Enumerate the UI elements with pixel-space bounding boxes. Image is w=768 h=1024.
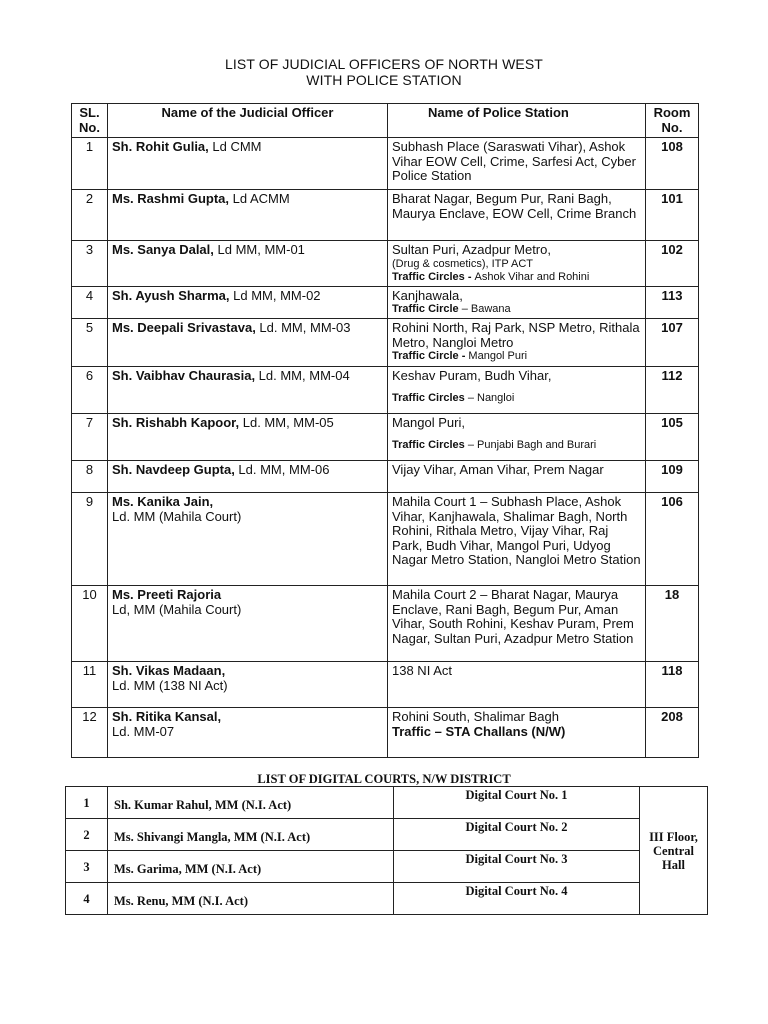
officer-name: Ms. Sanya Dalal, <box>112 242 214 257</box>
officer-cell <box>108 190 388 241</box>
officer-name: Sh. Vikas Madaan, <box>112 663 226 678</box>
officer-cell <box>108 586 388 662</box>
room-number: 106 <box>646 493 699 586</box>
room-number: 112 <box>646 367 699 414</box>
traffic-line <box>392 271 641 284</box>
table-row <box>72 461 699 493</box>
officer-designation: Ld MM, MM-02 <box>229 287 321 303</box>
officer-cell <box>108 662 388 708</box>
officer-name: Ms. Kanika Jain, <box>112 494 214 509</box>
table-row <box>72 586 699 662</box>
station-text: 138 NI Act <box>392 663 452 678</box>
page-title <box>0 56 768 88</box>
traffic-value: – Punjabi Bagh and Burari <box>464 438 597 451</box>
station-cell <box>388 461 646 493</box>
officer-designation: Ld. MM, MM-03 <box>255 320 351 335</box>
table-row <box>72 662 699 708</box>
officer-name: Sh. Vaibhav Chaurasia, <box>112 368 256 383</box>
digital-court-location: III Floor, Central Hall <box>640 787 708 915</box>
digital-courts-table <box>65 786 708 915</box>
officer-cell <box>108 493 388 586</box>
page-title-line-1: LIST OF JUDICIAL OFFICERS OF NORTH WEST <box>225 56 543 72</box>
traffic-line <box>392 303 641 316</box>
officer-name: Sh. Rishabh Kapoor, <box>112 415 240 430</box>
traffic-label: Traffic Circle - <box>392 350 469 362</box>
room-number: 113 <box>646 286 699 319</box>
officer-designation: Ld. MM (138 NI Act) <box>112 677 228 693</box>
digital-court-name: Digital Court No. 1 <box>394 787 640 819</box>
table-row <box>66 819 708 851</box>
digital-court-name: Digital Court No. 2 <box>394 819 640 851</box>
traffic-line <box>392 439 641 452</box>
row-sl: 11 <box>72 662 108 708</box>
station-cell <box>388 138 646 190</box>
traffic-sta-challans: Traffic – STA Challans (N/W) <box>392 723 566 739</box>
traffic-value: Ashok Vihar and Rohini <box>474 270 590 283</box>
digital-sl: 1 <box>66 787 108 819</box>
room-number: 102 <box>646 241 699 287</box>
officer-cell <box>108 367 388 414</box>
officer-name: Sh. Ayush Sharma, <box>112 287 230 303</box>
header-officer: Name of the Judicial Officer <box>108 104 388 138</box>
officer-designation: Ld ACMM <box>229 191 290 206</box>
station-cell <box>388 708 646 758</box>
officer-cell <box>108 461 388 493</box>
station-cell <box>388 190 646 241</box>
digital-officer-name: Ms. Garima, MM (N.I. Act) <box>108 851 394 883</box>
row-sl: 3 <box>72 241 108 287</box>
table-row <box>66 787 708 819</box>
officer-designation: Ld, MM (Mahila Court) <box>112 601 242 617</box>
table-row <box>72 319 699 367</box>
table-row <box>72 493 699 586</box>
room-number: 18 <box>646 586 699 662</box>
officer-cell <box>108 414 388 461</box>
traffic-label: Traffic Circles <box>392 391 465 404</box>
station-cell <box>388 319 646 367</box>
officer-designation: Ld. MM, MM-04 <box>255 368 350 383</box>
traffic-line <box>392 392 641 405</box>
station-text: Keshav Puram, Budh Vihar, <box>392 368 552 383</box>
room-number: 208 <box>646 708 699 758</box>
row-sl: 2 <box>72 190 108 241</box>
officer-name: Sh. Rohit Gulia, <box>112 139 209 154</box>
officer-cell <box>108 319 388 367</box>
room-number: 109 <box>646 461 699 493</box>
station-cell <box>388 286 646 319</box>
digital-court-name: Digital Court No. 3 <box>394 851 640 883</box>
station-text: Kanjhawala, <box>392 287 463 303</box>
officer-name: Ms. Deepali Srivastava, <box>112 320 256 335</box>
digital-officer-name: Sh. Kumar Rahul, MM (N.I. Act) <box>108 787 394 819</box>
digital-courts-title: LIST OF DIGITAL COURTS, N/W DISTRICT <box>257 772 511 786</box>
row-sl: 10 <box>72 586 108 662</box>
page-title-line-2: WITH POLICE STATION <box>306 72 462 88</box>
officer-name: Ms. Rashmi Gupta, <box>112 191 230 206</box>
officer-designation: Ld. MM-07 <box>112 723 175 739</box>
station-text: Bharat Nagar, Begum Pur, Rani Bagh, Maurya Enclave, EOW Cell, Crime Branch <box>392 191 637 221</box>
digital-officer-name: Ms. Shivangi Mangla, MM (N.I. Act) <box>108 819 394 851</box>
officer-name: Sh. Navdeep Gupta, <box>112 462 235 477</box>
table-row <box>72 286 699 319</box>
traffic-label: Traffic Circle <box>392 303 459 315</box>
room-number: 108 <box>646 138 699 190</box>
table-row <box>72 190 699 241</box>
traffic-value: Mangol Puri <box>468 350 528 362</box>
officer-designation: Ld. MM, MM-06 <box>234 462 330 477</box>
table-row <box>72 414 699 461</box>
station-text: Mahila Court 2 – Bharat Nagar, Maurya Enclave, Rani Bagh, Begum Pur, Aman Vihar, South Rohini, Keshav Puram, Prem Nagar, Sultan Puri, Azadpur Metro Station <box>392 587 634 646</box>
row-sl: 5 <box>72 319 108 367</box>
traffic-value: – Bawana <box>458 303 511 315</box>
officer-designation: Ld CMM <box>208 139 262 154</box>
header-station: Name of Police Station <box>388 104 646 138</box>
row-sl: 1 <box>72 138 108 190</box>
station-text: Subhash Place (Saraswati Vihar), Ashok Vihar EOW Cell, Crime, Sarfesi Act, Cyber Police Station <box>392 139 636 183</box>
station-cell <box>388 662 646 708</box>
room-number: 118 <box>646 662 699 708</box>
row-sl: 6 <box>72 367 108 414</box>
table-row <box>66 851 708 883</box>
judicial-officers-table <box>71 103 699 758</box>
station-text: Rohini South, Shalimar Bagh <box>392 709 559 724</box>
officer-designation: Ld. MM (Mahila Court) <box>112 508 242 524</box>
traffic-label: Traffic Circles <box>392 438 465 451</box>
station-cell <box>388 493 646 586</box>
station-text: Vijay Vihar, Aman Vihar, Prem Nagar <box>392 462 604 477</box>
officer-designation: Ld. MM, MM-05 <box>239 415 334 430</box>
table-header-row <box>72 104 699 138</box>
row-sl: 9 <box>72 493 108 586</box>
header-room: Room No. <box>646 104 699 138</box>
officer-cell <box>108 708 388 758</box>
officer-cell <box>108 241 388 287</box>
room-number: 101 <box>646 190 699 241</box>
station-cell <box>388 241 646 287</box>
row-sl: 8 <box>72 461 108 493</box>
traffic-value: – Nangloi <box>464 391 515 404</box>
digital-officer-name: Ms. Renu, MM (N.I. Act) <box>108 883 394 915</box>
officer-designation: Ld MM, MM-01 <box>213 242 305 257</box>
traffic-label: Traffic Circles - <box>392 270 475 283</box>
room-number: 105 <box>646 414 699 461</box>
digital-sl: 2 <box>66 819 108 851</box>
digital-court-name: Digital Court No. 4 <box>394 883 640 915</box>
table-row <box>72 138 699 190</box>
traffic-line <box>392 350 641 363</box>
table-row <box>72 367 699 414</box>
officer-name: Ms. Preeti Rajoria <box>112 587 222 602</box>
row-sl: 12 <box>72 708 108 758</box>
row-sl: 7 <box>72 414 108 461</box>
digital-sl: 4 <box>66 883 108 915</box>
station-note: (Drug & cosmetics), ITP ACT <box>392 257 533 270</box>
officer-cell <box>108 138 388 190</box>
station-text: Mahila Court 1 – Subhash Place, Ashok Vihar, Kanjhawala, Shalimar Bagh, North Rohini, Rithala Metro, Vijay Vihar, Raj Park, Budh Vihar, Mangol Puri, Udyog Nagar Metro Station, Nangloi Metro Station <box>392 494 641 567</box>
station-text: Rohini North, Raj Park, NSP Metro, Rithala Metro, Nangloi Metro <box>392 320 640 350</box>
table-row <box>66 883 708 915</box>
station-text: Mangol Puri, <box>392 415 465 430</box>
digital-sl: 3 <box>66 851 108 883</box>
room-number: 107 <box>646 319 699 367</box>
officer-name: Sh. Ritika Kansal, <box>112 709 222 724</box>
row-sl: 4 <box>72 286 108 319</box>
station-cell <box>388 586 646 662</box>
station-cell <box>388 414 646 461</box>
officer-cell <box>108 286 388 319</box>
table-row <box>72 708 699 758</box>
station-cell <box>388 367 646 414</box>
header-sl: SL. No. <box>72 104 108 138</box>
station-text: Sultan Puri, Azadpur Metro, <box>392 242 551 257</box>
table-row <box>72 241 699 287</box>
